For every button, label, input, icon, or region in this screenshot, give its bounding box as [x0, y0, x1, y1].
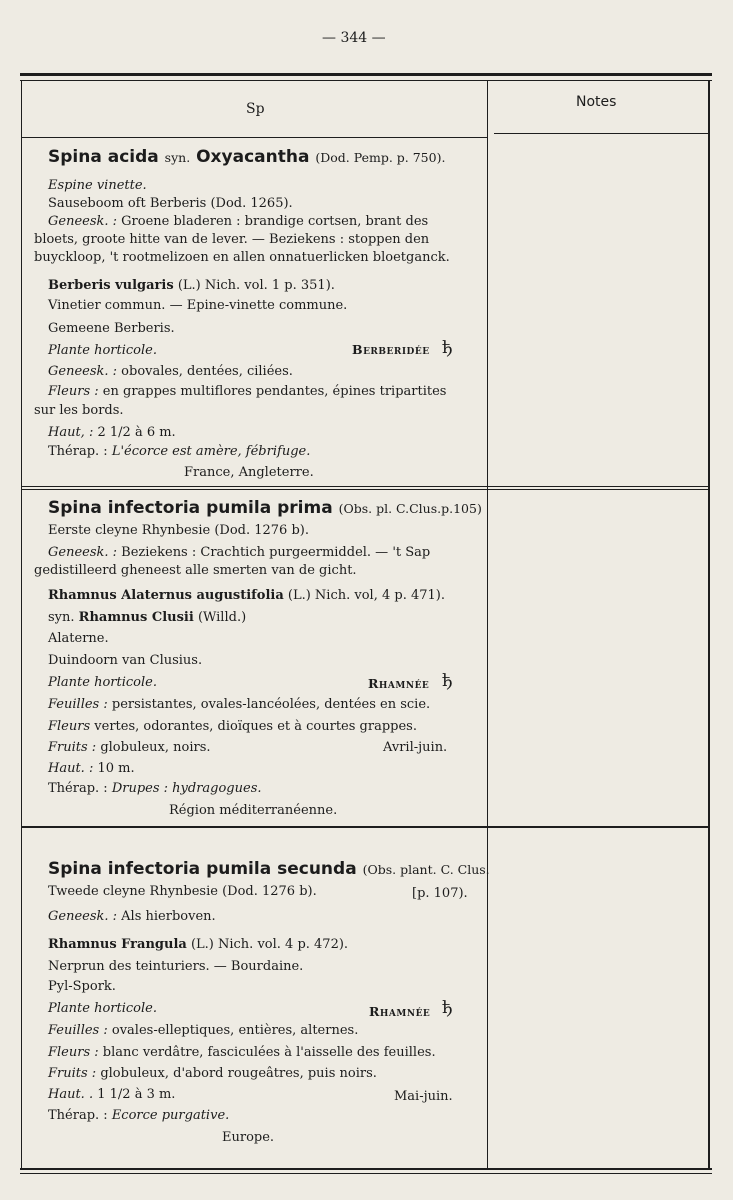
entry1-species: Berberis vulgaris — [48, 278, 174, 293]
entry1-therap-text: L'écorce est amère, fébrifuge. — [111, 444, 311, 459]
entry2-feuilles-line — [48, 697, 430, 712]
entry3-therap-line — [48, 1108, 229, 1123]
entry3-fruits-line — [48, 1066, 377, 1081]
entry3-haut-text: 1 1/2 à 3 m. — [97, 1087, 176, 1102]
entry2-therap-label: Thérap. : — [48, 781, 108, 796]
entry2-feuilles-text: persistantes, ovales-lancéolées, dentées en scie. — [111, 697, 431, 712]
entry1-heading — [48, 147, 445, 167]
entry1-syn-label: syn. — [164, 150, 191, 165]
entry3-dutch-name: Tweede cleyne Rhynbesie (Dod. 1276 b). — [48, 884, 317, 899]
entry3-ref: (Obs. plant. C. Clus. — [362, 862, 490, 877]
entry2-region: Région méditerranéenne. — [169, 803, 338, 818]
shrub-symbol-icon: ђ — [442, 338, 453, 358]
entry1-fleurs-text1: en grappes multiflores pendantes, épines tripartites — [102, 384, 447, 399]
entry1-syn-name: Oxyacantha — [196, 147, 310, 167]
entry2-species-ref: (L.) Nich. vol, 4 p. 471). — [287, 588, 445, 603]
entry1-name: Spina acida — [48, 147, 159, 167]
table-bottom-rule-thin — [20, 1173, 712, 1174]
entry2-divider — [22, 826, 708, 828]
entry2-fruits-text: globuleux, noirs. — [100, 740, 211, 755]
entry2-family: Rhamnée — [368, 676, 430, 691]
entry1-geneesk2-text: obovales, dentées, ciliées. — [121, 364, 293, 379]
entry3-name: Spina infectoria pumila secunda — [48, 859, 357, 879]
entry1-geneesk-line1 — [48, 214, 428, 229]
table-left-border — [21, 80, 22, 1168]
entry3-ref-continued: [p. 107). — [412, 886, 468, 901]
entry1-family: Berberidée — [352, 342, 430, 357]
entry3-species-line — [48, 937, 348, 952]
shrub-symbol-icon: ђ — [442, 998, 453, 1018]
entry1-divider — [22, 486, 708, 487]
entry3-geneesk-line — [48, 909, 216, 924]
entry2-name: Spina infectoria pumila prima — [48, 498, 333, 518]
entry2-geneesk-text1: Beziekens : Crachtich purgeermiddel. — 't Sap — [121, 545, 431, 560]
shrub-symbol-icon: ђ — [442, 671, 453, 691]
entry2-syn-name: Rhamnus Clusii — [78, 610, 194, 625]
entry1-species-line — [48, 278, 335, 293]
entry2-species: Rhamnus Alaternus augustifolia — [48, 588, 284, 603]
entry1-fleurs-line2: sur les bords. — [34, 403, 124, 418]
entry3-species: Rhamnus Frangula — [48, 937, 187, 952]
entry2-therap-text: Drupes : hydragogues. — [111, 781, 262, 796]
entry2-ref: (Obs. pl. C.Clus.p.105) — [338, 501, 482, 516]
entry2-fleurs-text: vertes, odorantes, dioïques et à courtes grappes. — [94, 719, 417, 734]
entry3-season: Mai-juin. — [394, 1089, 453, 1104]
entry1-haut-label: Haut, : — [48, 425, 94, 440]
entry3-fleurs-label: Fleurs : — [48, 1045, 99, 1060]
entry2-therap-line — [48, 781, 262, 796]
entry2-common-fr: Alaterne. — [48, 631, 109, 646]
entry1-geneesk2-line — [48, 364, 293, 379]
entry3-fleurs-line — [48, 1045, 436, 1060]
column-header-sp: Sp — [246, 101, 265, 117]
entry2-fruits-label: Fruits : — [48, 740, 97, 755]
entry3-common-fr: Nerprun des teinturiers. — Bourdaine. — [48, 959, 304, 974]
entry3-therap-text: Ecorce purgative. — [111, 1108, 230, 1123]
entry1-haut-text: 2 1/2 à 6 m. — [97, 425, 176, 440]
entry1-fleurs-label: Fleurs : — [48, 384, 99, 399]
entry1-ref: (Dod. Pemp. p. 750). — [315, 150, 446, 165]
entry3-feuilles-line — [48, 1023, 358, 1038]
entry2-fleurs-label: Fleurs — [48, 719, 91, 734]
entry1-geneesk-label: Geneesk. : — [48, 214, 118, 229]
entry1-geneesk-line2: bloets, groote hitte van de lever. — Beziekens : stoppen den — [34, 232, 430, 247]
entry1-common-fr: Vinetier commun. — Epine-vinette commune. — [48, 298, 348, 313]
entry2-syn-line — [48, 610, 246, 625]
entry1-geneesk-line3: buyckloop, 't rootmelizoen en allen onnatuerlicken bloetganck. — [34, 250, 450, 265]
entry3-haut-line — [48, 1087, 175, 1102]
entry2-dutch-name: Eerste cleyne Rhynbesie (Dod. 1276 b). — [48, 523, 309, 538]
entry3-feuilles-text: ovales-elleptiques, entières, alternes. — [111, 1023, 359, 1038]
entry3-heading — [48, 859, 490, 879]
entry2-season: Avril-juin. — [383, 740, 448, 755]
entry2-geneesk-line1 — [48, 545, 430, 560]
entry3-therap-label: Thérap. : — [48, 1108, 108, 1123]
entry1-plante: Plante horticole. — [48, 343, 157, 358]
column-header-notes: Notes — [576, 94, 617, 110]
page-number: — 344 — — [322, 30, 386, 46]
entry1-therap-line — [48, 444, 310, 459]
entry3-haut-label: Haut. . — [48, 1087, 94, 1102]
entry1-haut-line — [48, 425, 176, 440]
entry1-geneesk-text1: Groene bladeren : brandige cortsen, brant des — [121, 214, 429, 229]
entry2-geneesk-line2: gedistilleerd gheneest alle smerten van de gicht. — [34, 563, 357, 578]
table-top-rule — [20, 73, 712, 76]
entry2-plante: Plante horticole. — [48, 675, 157, 690]
header-rule-sp — [22, 137, 487, 138]
entry3-plante: Plante horticole. — [48, 1001, 157, 1016]
entry1-french-name: Espine vinette. — [48, 178, 147, 193]
entry2-fruits-line — [48, 740, 211, 755]
header-rule-notes — [494, 133, 708, 134]
entry3-fruits-label: Fruits : — [48, 1066, 97, 1081]
entry3-species-ref: (L.) Nich. vol. 4 p. 472). — [190, 937, 349, 952]
entry1-therap-label: Thérap. : — [48, 444, 108, 459]
entry3-fleurs-text: blanc verdâtre, fasciculées à l'aisselle des feuilles. — [102, 1045, 436, 1060]
entry2-geneesk-label: Geneesk. : — [48, 545, 118, 560]
entry2-species-line — [48, 588, 445, 603]
entry2-haut-line — [48, 761, 135, 776]
table-right-border — [708, 80, 710, 1168]
entry2-common-nl: Duindoorn van Clusius. — [48, 653, 203, 668]
entry2-haut-label: Haut. : — [48, 761, 94, 776]
entry1-species-ref: (L.) Nich. vol. 1 p. 351). — [177, 278, 335, 293]
table-top-rule-thin — [20, 80, 712, 81]
entry1-region: France, Angleterre. — [184, 465, 314, 480]
table-column-divider — [487, 80, 488, 1168]
entry3-region: Europe. — [222, 1130, 275, 1145]
entry1-dutch-name: Sauseboom oft Berberis (Dod. 1265). — [48, 196, 293, 211]
entry3-family: Rhamnée — [369, 1004, 431, 1019]
entry2-feuilles-label: Feuilles : — [48, 697, 108, 712]
entry2-syn-label: syn. — [48, 610, 75, 625]
entry1-divider-second — [22, 489, 708, 490]
entry3-geneesk-text: Als hierboven. — [121, 909, 216, 924]
entry2-syn-ref: (Willd.) — [197, 610, 247, 625]
entry3-geneesk-label: Geneesk. : — [48, 909, 118, 924]
entry3-common-nl: Pyl-Spork. — [48, 979, 116, 994]
entry3-feuilles-label: Feuilles : — [48, 1023, 108, 1038]
table-bottom-rule — [20, 1168, 712, 1170]
entry1-fleurs-line1 — [48, 384, 446, 399]
entry1-common-nl: Gemeene Berberis. — [48, 321, 175, 336]
entry3-fruits-text: globuleux, d'abord rougeâtres, puis noirs. — [100, 1066, 377, 1081]
entry2-heading — [48, 498, 482, 518]
entry2-haut-text: 10 m. — [97, 761, 135, 776]
entry2-fleurs-line — [48, 719, 417, 734]
entry1-geneesk2-label: Geneesk. : — [48, 364, 118, 379]
